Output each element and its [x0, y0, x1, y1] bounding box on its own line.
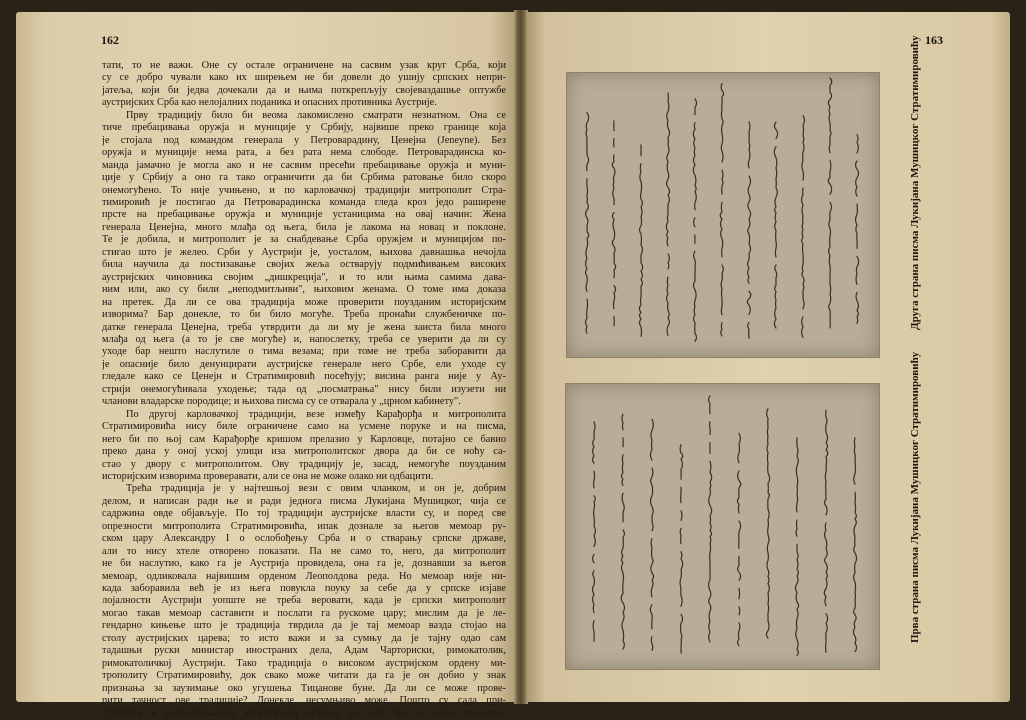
caption-first-page: Прва страна писма Лукијана Мушицког Стратимировићу — [909, 351, 921, 643]
handwritten-line — [585, 113, 588, 334]
text-line: стао у двору с митрополитом. Ову традицију је, засад, немогуће поузданим — [102, 458, 506, 470]
text-line: била научила да постизавање својих жеља остварују подмићивањем високих — [102, 259, 506, 271]
text-line: Стратимировића нису биле ограничене само на усмене поруке и на писма, — [102, 421, 506, 433]
text-line: могао такав мемоар саставити и послати га рускоме цару; мислим да је ле- — [102, 607, 506, 619]
text-line: делом, и написан ради ње и ради једнога писма Лукијана Мушицког, чија се — [102, 495, 506, 507]
text-line: тадашњи руски министар иностраних дела, Адам Чарториски, римокатолик, — [102, 645, 506, 657]
handwritten-line — [853, 438, 856, 652]
text-line: генерала Ценејна, много млађа од њега, била је лакома на новац и поклоне. — [102, 221, 506, 233]
handwritten-line — [856, 135, 859, 324]
text-line: Прву традицију било би веома лакомислено сматрати незнатном. Она се — [126, 109, 506, 121]
text-line: прсте на пребацивање оружја и муниције устаницима на овај начин: Жена — [102, 209, 506, 221]
text-line: оружја и муниције нема рата, а без рата нема слободе. Петроварадинска ко- — [102, 147, 506, 159]
text-line: ступачни и најповерљивији хабсбуршки архиви, из њих би се дало докучити, — [102, 707, 506, 719]
text-line: опрезности митрополита Стратимировића, ипак дознале за његов мемоар ру- — [102, 520, 506, 532]
text-line: је опасније било денунцирати аустријске генерале него Србе, ели уходе су — [102, 358, 506, 370]
text-line: чланови владарске породице; и њихова писма су се отварала у „црном кабинету". — [102, 396, 461, 408]
handwritten-line — [693, 91, 696, 342]
text-line: лојалности Аустрији уопште не треба веровати, када је српски митрополит — [102, 595, 506, 607]
handwritten-line — [802, 116, 805, 338]
text-line: аустријских Срба као нелојалних поданика и опасних противника Аустрије. — [102, 97, 437, 109]
text-line: мемоар, одликовала највишим орденом Леополдова реда. Но мемоар није ни- — [102, 570, 506, 582]
text-line: гледале како се Ценејн и Стратимировић посећују; висина ранга није у Ау- — [102, 371, 506, 383]
text-line: историјским изворима проверавати, али се она не може олако ни одбацити. — [102, 470, 434, 482]
text-line: али то нису хтеле отворено показати. Па не само то, него, да митрополит — [102, 545, 506, 557]
handwritten-line — [680, 445, 683, 653]
text-line: јатеља, који би једва дочекали да и њима поткрепљују својеваздашње оптужбе — [102, 84, 506, 96]
text-line: уходе бар нешто наслутиле о тима везама; при томе не треба заборавити да — [102, 346, 506, 358]
handwriting-image — [567, 73, 879, 357]
text-line: ском цару Александру I о ослобођењу Срба и о стварању српске државе, — [102, 533, 506, 545]
text-line: тиче пребацивања оружја и муниције у Србију, највише преко границе која — [102, 122, 506, 134]
handwritten-line — [612, 121, 615, 326]
text-line: трополиту Стратимировићу, док свако може читати да га је он добио у знак — [102, 670, 506, 682]
text-line: столу аустријских царева; то исто важи и за сумњу да је тајну одао сам — [102, 632, 506, 644]
text-line: на претек. Да ли се ова традиција може проверити поузданим историјским — [102, 296, 506, 308]
text-line: датке генерала Ценејна, треба утврдити да ли му је жена заиста била много — [102, 321, 506, 333]
text-line: По другој карловачкој традицији, везе између Карађорђа и митрополита — [126, 408, 506, 420]
text-line: не би наслутио, како га је Аустрија провидела, она га је, дознавши за његов — [102, 558, 506, 570]
handwritten-line — [621, 414, 624, 649]
handwritten-line — [828, 78, 831, 328]
page-number-right: 163 — [925, 33, 943, 47]
text-line: римокатоличкој Аустрији. Тако традиција о високом аустријском ордену ми- — [102, 657, 506, 669]
handwritten-line — [766, 401, 769, 638]
text-line: су се добро чували како их ширењем не би довели до ушију српских непри- — [102, 72, 506, 84]
book-gutter — [514, 10, 528, 704]
caption-second-page: Друга страна писма Лукијана Мушицког Стратимировићу — [909, 35, 921, 330]
text-line: тимировић је постигао да Петроварадинска команда гледа кроз једо раширене — [102, 196, 506, 208]
handwritten-line — [774, 122, 777, 328]
handwritten-line — [720, 83, 723, 336]
text-line: Те је добила, и митрополит је за снабдевање Срба оружјем и муницијом по- — [102, 234, 506, 246]
handwritten-line — [592, 422, 595, 641]
text-line: изворима? Бар донекле, то би било могуће. Треба пронаћи службеничке по- — [102, 309, 506, 321]
text-line: преко дана у оној уској улици иза митрополитског двора да би се ноћу са- — [102, 446, 506, 458]
text-line: него би по њој сам Карађорђе кришом прелазио у Карловце, потајно се бавио — [102, 433, 506, 445]
text-line: аустријских чиновника својим „дишкреција", и то или њима самима дава- — [102, 271, 506, 283]
text-line: рити тачност ове традиције? Донекле, несумњиво може. Пошто су сада при- — [102, 695, 506, 707]
letter-facsimile-first-page — [565, 383, 880, 670]
text-line: садржина овде објављује. По тој традицији аустријске власти су, и поред све — [102, 508, 506, 520]
text-line: ције у Србију а оно га тако ограничити да би Србима ратовање било скоро — [102, 172, 506, 184]
text-line: стрији онемогућивала уходење; тада од „посматрања" нису били изузети ни — [102, 383, 506, 395]
text-line: је стојала под командом генерала у Петроварадину, Ценејна (Jeneyne). Без — [102, 134, 506, 146]
handwritten-line — [795, 438, 798, 656]
text-line: онемогућено. То није учињено, и по карловачкој традицији митрополит Стра- — [102, 184, 506, 196]
text-line: тати, то не важи. Оне су остале ограничене на сасвим узак круг Срба, који — [102, 60, 506, 71]
text-line: ним или, ако су били „неподмитљиви", њиховим женама. О томе има доказа — [102, 284, 506, 296]
article-body — [102, 60, 506, 720]
handwriting-image — [566, 384, 879, 669]
handwritten-line — [666, 93, 669, 335]
text-line: гендарно кињење што је традиција тврдила да је тај мемоар вазда стојао на — [102, 620, 506, 632]
page-number-left: 162 — [101, 33, 119, 47]
text-line: када заборавила већ је из њега повукла поуку за себе да у српске изјаве — [102, 583, 506, 595]
text-line: млађа од њега (а то је све могуће) и, напослетку, треба се уверити да ли су — [102, 333, 506, 345]
handwritten-line — [709, 388, 712, 642]
handwritten-line — [737, 433, 740, 645]
handwritten-line — [639, 137, 642, 336]
text-line: стигао што је желео. Срби у Аустрији је, уосталом, њихова давнашња нечојла — [102, 246, 506, 258]
text-line: Трећа традиција је у најтешњој вези с овим чланком, и он је, добрим — [126, 483, 506, 495]
handwritten-line — [824, 402, 827, 652]
letter-facsimile-second-page — [566, 72, 880, 358]
text-line: манда јамачно је могла ако и не сасвим пресећи пребацивање оружја и муни- — [102, 159, 506, 171]
text-line: признања за заузимање око угушења Тицанове буне. Да ли се може прове- — [102, 682, 506, 694]
handwritten-line — [747, 122, 750, 338]
handwritten-line — [650, 419, 653, 650]
